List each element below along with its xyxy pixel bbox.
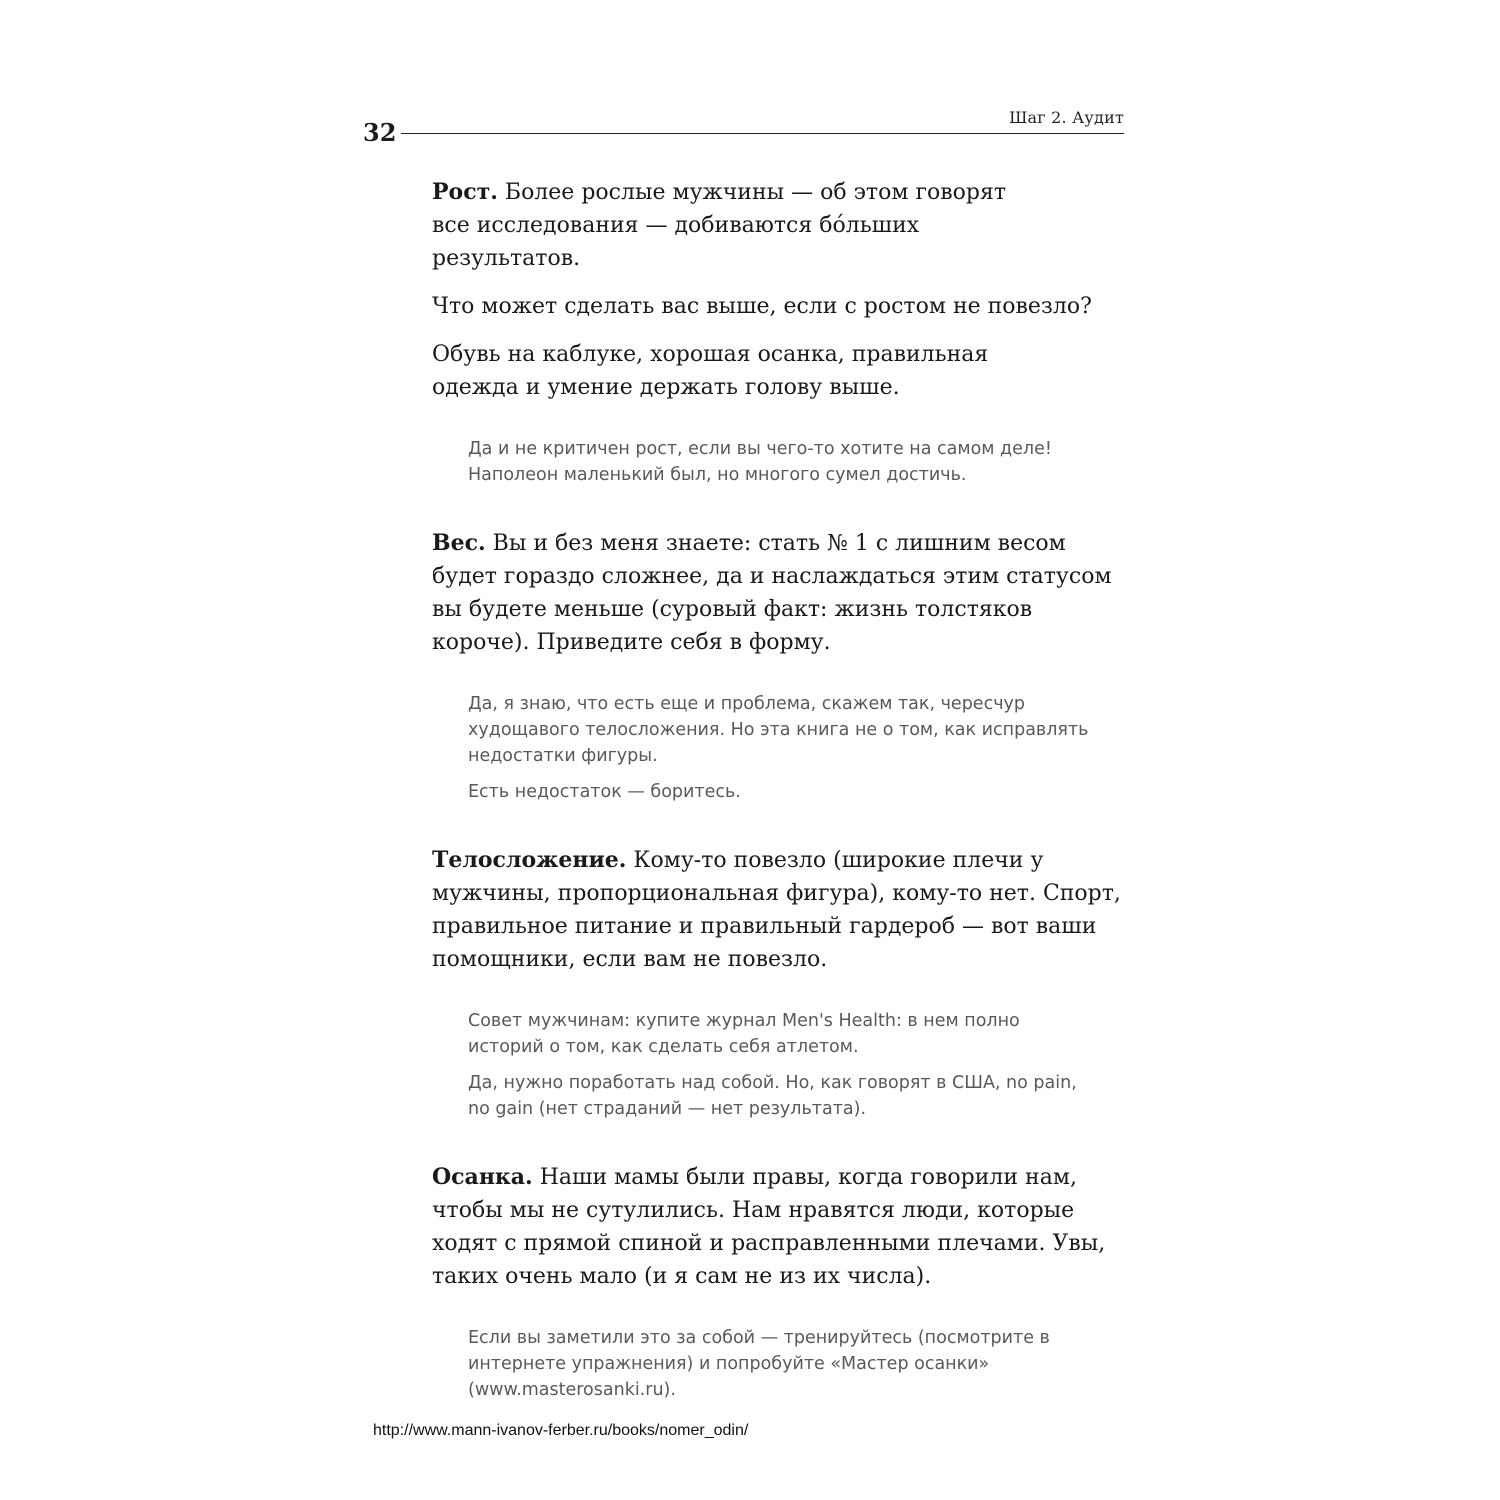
paragraph-rost [432, 176, 1032, 275]
paragraph-osanka [432, 1161, 1122, 1293]
header-rule [401, 133, 1124, 134]
note-teloslozhenie-1: Совет мужчинам: купите журнал Men's Health: в нем полно историй о том, как сделать себя атлетом. [468, 1011, 1020, 1057]
text-rost: Более рослые мужчины — об этом говорят все исследования — добиваются бо́льших результатов. [432, 180, 1006, 271]
text-osanka: Наши мамы были правы, когда говорили нам, чтобы мы не сутулились. Нам нравятся люди, которые ходят с прямой спиной и расправленными плечами. Увы, таких очень мало (и я сам не из их числа). [432, 1165, 1106, 1289]
note-ves-1: Да, я знаю, что есть еще и проблема, скажем так, чересчур худощавого телосложения. Но эта книга не о том, как исправлять недостатки фигуры. [468, 694, 1089, 766]
term-teloslozhenie: Телосложение. [432, 847, 627, 873]
note-teloslozhenie-2: Да, нужно поработать над собой. Но, как говорят в США, no pain, no gain (нет страданий — нет результата). [468, 1073, 1077, 1119]
note-osanka: Если вы заметили это за собой — тренируйтесь (посмотрите в интернете упражнения) и попробуйте «Мастер осанки» (www.masterosanki.ru). [468, 1328, 1050, 1400]
note-ves-2: Есть недостаток — боритесь. [468, 782, 741, 802]
text-teloslozhenie: Кому-то повезло (широкие плечи у мужчины, пропорциональная фигура), кому-то нет. Спорт, правильное питание и правильный гардероб — вот ваши помощники, если вам не повезло. [432, 848, 1121, 972]
paragraph-rost-question: Что может сделать вас выше, если с ростом не повезло? [432, 294, 1092, 319]
term-rost: Рост. [432, 179, 498, 205]
term-ves: Вес. [432, 530, 486, 556]
page-body [432, 176, 1132, 1403]
term-osanka: Осанка. [432, 1164, 533, 1190]
note-rost: Да и не критичен рост, если вы чего-то хотите на самом деле! Наполеон маленький был, но многого сумел достичь. [468, 439, 1052, 485]
page-number: 32 [363, 118, 397, 147]
text-ves: Вы и без меня знаете: стать № 1 с лишним весом будет гораздо сложнее, да и наслаждаться этим статусом вы будете меньше (суровый факт: жизнь толстяков короче). Приведите себя в форму. [432, 531, 1112, 655]
source-url: http://www.mann-ivanov-ferber.ru/books/nomer_odin/ [373, 1422, 749, 1439]
running-head: Шаг 2. Аудит [1009, 108, 1124, 127]
paragraph-rost-answer: Обувь на каблуке, хорошая осанка, правильная одежда и умение держать голову выше. [432, 342, 989, 400]
paragraph-teloslozhenie [432, 844, 1122, 976]
paragraph-ves [432, 527, 1122, 659]
